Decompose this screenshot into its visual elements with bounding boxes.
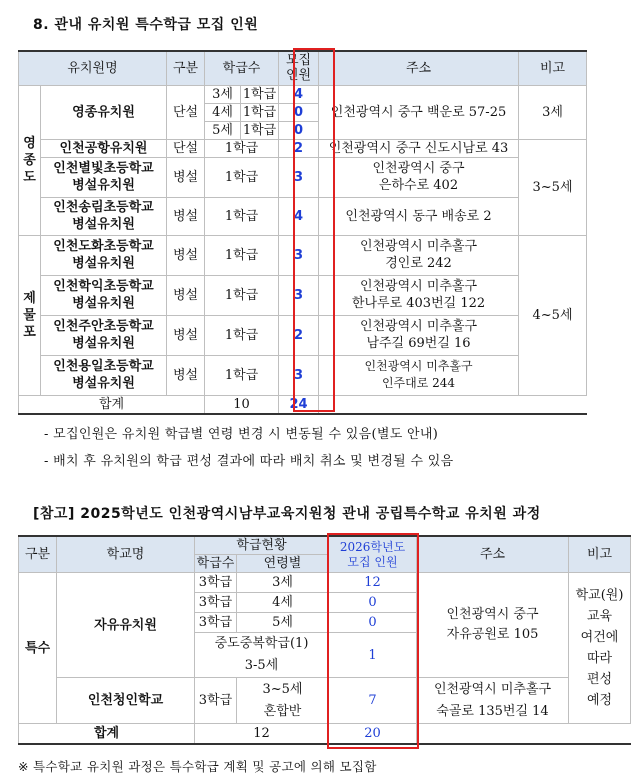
school-type: 단설: [167, 139, 205, 157]
age-cell: 3세: [237, 573, 329, 593]
age-cell: 4세: [237, 593, 329, 613]
note-line: - 모집인원은 유치원 학급별 연령 변경 시 변동될 수 있음(별도 안내): [44, 427, 439, 442]
quota-cell: 3: [279, 235, 319, 275]
note-line: - 배치 후 유치원의 학급 편성 결과에 따라 배치 취소 및 변경될 수 있음: [44, 454, 454, 469]
type-special: 특수: [19, 573, 57, 724]
kindergarten-name: 인천학익초등학교 병설유치원: [41, 275, 167, 315]
table-row: [19, 85, 587, 103]
header-remarks: 비고: [569, 536, 631, 573]
remark-cell: 3~5세: [519, 139, 587, 235]
table-row: [19, 235, 587, 275]
header-name: 유치원명: [19, 51, 167, 85]
region-yeongjong: 영종도: [19, 85, 41, 235]
table2-total-row: [19, 724, 631, 744]
class-cell: 1학급: [241, 85, 279, 103]
class-cell: 1학급: [241, 121, 279, 139]
header-type: 구분: [19, 536, 57, 573]
class-cell: 3학급: [195, 678, 237, 724]
quota-cell: 3: [279, 355, 319, 395]
quota-cell: 7: [329, 678, 417, 724]
empty-cell: [319, 395, 519, 414]
header-type: 구분: [167, 51, 205, 85]
quota-cell: 3: [279, 275, 319, 315]
section1-title: 8. 관내 유치원 특수학급 모집 인원: [33, 17, 259, 33]
quota-cell: 0: [279, 103, 319, 121]
footnote: ※ 특수학교 유치원 과정은 특수학급 계획 및 공고에 의해 모집함: [18, 759, 377, 774]
address-cell: 인천광역시 미추홀구 숙골로 135번길 14: [417, 678, 569, 724]
header-quota: 2026학년도 모집 인원: [329, 536, 417, 573]
class-cell: 1학급: [205, 235, 279, 275]
address-cell: 인천광역시 미추홀구 남주길 69번길 16: [319, 315, 519, 355]
total-label: 합계: [19, 724, 195, 744]
total-classes: 12: [195, 724, 329, 744]
address-cell: 인천광역시 미추홀구 한나루로 403번길 122: [319, 275, 519, 315]
header-byage: 연령별: [237, 555, 329, 573]
table-row: [19, 275, 587, 315]
total-quota: 20: [329, 724, 417, 744]
class-cell: 3학급: [195, 573, 237, 593]
header-status: 학급현황: [195, 536, 329, 555]
address-cell: 인천광역시 중구 백운로 57-25: [319, 85, 519, 139]
quota-cell: 0: [329, 613, 417, 633]
remark-cell: 4~5세: [519, 235, 587, 395]
school-type: 병설: [167, 355, 205, 395]
table1-total-row: [19, 395, 587, 414]
class-cell: 3학급: [195, 593, 237, 613]
class-cell: 1학급: [241, 103, 279, 121]
quota-cell: 2: [279, 315, 319, 355]
class-cell: 1학급: [205, 315, 279, 355]
school-type: 병설: [167, 315, 205, 355]
header-quota: 모집 인원: [279, 51, 319, 85]
class-cell: 1학급: [205, 157, 279, 197]
quota-cell: 4: [279, 85, 319, 103]
header-classes: 학급수: [195, 555, 237, 573]
table2-header-row: [19, 536, 631, 555]
quota-cell: 0: [279, 121, 319, 139]
address-cell: 인천광역시 동구 배송로 2: [319, 197, 519, 235]
section2-title: [참고] 2025학년도 인천광역시남부교육지원청 관내 공립특수학교 유치원 과정: [33, 506, 541, 522]
address-cell: 인천광역시 중구 신도시남로 43: [319, 139, 519, 157]
kindergarten-quota-table: [18, 50, 587, 415]
quota-cell: 3: [279, 157, 319, 197]
special-school-table: [18, 535, 631, 745]
age-cell: 3세: [205, 85, 241, 103]
header-classes: 학급수: [205, 51, 279, 85]
table-row: [19, 315, 587, 355]
school-type: 병설: [167, 235, 205, 275]
table-row: [19, 157, 587, 197]
class-cell: 3학급: [195, 613, 237, 633]
table-row: [19, 573, 631, 593]
kindergarten-name: 인천도화초등학교 병설유치원: [41, 235, 167, 275]
remark-cell: 3세: [519, 85, 587, 139]
school-type: 단설: [167, 85, 205, 139]
region-jemulpo: 제물포: [19, 235, 41, 395]
quota-cell: 2: [279, 139, 319, 157]
age-cell: 5세: [237, 613, 329, 633]
kindergarten-name: 인천송림초등학교 병설유치원: [41, 197, 167, 235]
kindergarten-name: 영종유치원: [41, 85, 167, 139]
age-cell: 3~5세 혼합반: [237, 678, 329, 724]
quota-cell: 1: [329, 633, 417, 678]
address-cell: 인천광역시 미추홀구 경인로 242: [319, 235, 519, 275]
quota-cell: 4: [279, 197, 319, 235]
school-type: 병설: [167, 275, 205, 315]
header-address: 주소: [319, 51, 519, 85]
total-classes: 10: [205, 395, 279, 414]
empty-cell: [417, 724, 569, 744]
total-quota: 24: [279, 395, 319, 414]
table-row: [19, 139, 587, 157]
remark-cell: 학교(원) 교육 여건에 따라 편성 예정: [569, 573, 631, 724]
class-cell: 1학급: [205, 139, 279, 157]
table1-header-row: [19, 51, 587, 85]
table-row: [19, 678, 631, 724]
quota-cell: 12: [329, 573, 417, 593]
table-row: [19, 197, 587, 235]
kindergarten-name: 인천주안초등학교 병설유치원: [41, 315, 167, 355]
class-cell: 1학급: [205, 355, 279, 395]
school-name: 자유유치원: [57, 573, 195, 678]
address-cell: 인천광역시 미추홀구 인주대로 244: [319, 355, 519, 395]
empty-cell: [519, 395, 587, 414]
school-type: 병설: [167, 197, 205, 235]
address-cell: 인천광역시 중구 은하수로 402: [319, 157, 519, 197]
school-name: 인천청인학교: [57, 678, 195, 724]
class-cell: 1학급: [205, 275, 279, 315]
kindergarten-name: 인천용일초등학교 병설유치원: [41, 355, 167, 395]
table-row: [19, 355, 587, 395]
address-cell: 인천광역시 중구 자유공원로 105: [417, 573, 569, 678]
class-cell: 1학급: [205, 197, 279, 235]
empty-cell: [569, 724, 631, 744]
quota-cell: 0: [329, 593, 417, 613]
header-address: 주소: [417, 536, 569, 573]
school-type: 병설: [167, 157, 205, 197]
header-remarks: 비고: [519, 51, 587, 85]
age-cell: 4세: [205, 103, 241, 121]
kindergarten-name: 인천별빛초등학교 병설유치원: [41, 157, 167, 197]
age-cell: 5세: [205, 121, 241, 139]
total-label: 합계: [19, 395, 205, 414]
mixed-class-cell: 중도중복학급(1) 3-5세: [195, 633, 329, 678]
header-school: 학교명: [57, 536, 195, 573]
kindergarten-name: 인천공항유치원: [41, 139, 167, 157]
